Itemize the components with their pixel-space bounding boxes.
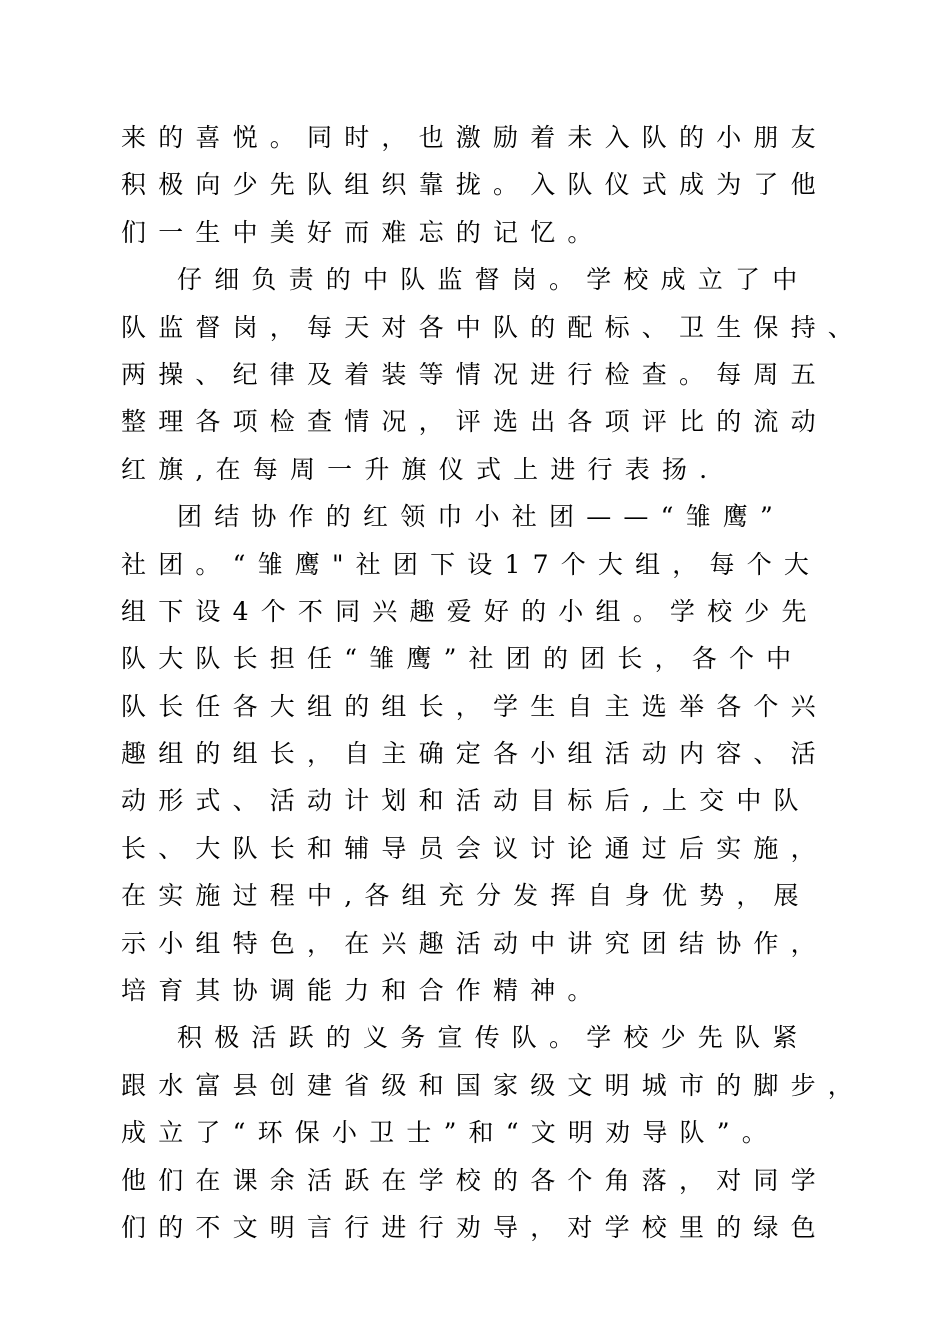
text-line: 队长任各大组的组长，学生自主选举各个兴 — [121, 691, 828, 721]
text-line: 们的不文明言行进行劝导，对学校里的绿色 — [121, 1212, 828, 1242]
text-line: 们一生中美好而难忘的记忆。 — [121, 217, 605, 247]
text-line: 社团。“雏鹰"社团下设17个大组，每个大 — [121, 549, 822, 579]
text-line: 示小组特色，在兴趣活动中讲究团结协作， — [121, 928, 828, 958]
text-line: 整理各项检查情况，评选出各项评比的流动 — [121, 407, 828, 437]
text-line: 成立了“环保小卫士”和“文明劝导队”。 — [121, 1118, 779, 1148]
text-line: 培育其协调能力和合作精神。 — [121, 976, 605, 1006]
text-line: 跟水富县创建省级和国家级文明城市的脚步， — [121, 1070, 866, 1100]
paragraph-first-line: 仔细负责的中队监督岗。学校成立了中 — [177, 265, 810, 295]
text-line: 在实施过程中,各组充分发挥自身优势，展 — [121, 881, 811, 911]
text-line: 两操、纪律及着装等情况进行检查。每周五 — [121, 359, 828, 389]
paragraph-first-line: 团结协作的红领巾小社团——“雏鹰” — [177, 502, 785, 532]
document-body-text — [121, 114, 866, 1251]
text-line: 长、大队长和辅导员会议讨论通过后实施， — [121, 833, 828, 863]
text-line: 队大队长担任“雏鹰”社团的团长，各个中 — [121, 644, 804, 674]
text-line: 他们在课余活跃在学校的各个角落，对同学 — [121, 1165, 828, 1195]
text-line: 组下设4个不同兴趣爱好的小组。学校少先 — [121, 596, 819, 626]
text-line: 队监督岗，每天对各中队的配标、卫生保持、 — [121, 312, 866, 342]
text-line: 动形式、活动计划和活动目标后,上交中队 — [121, 786, 811, 816]
text-line: 积极向少先队组织靠拢。入队仪式成为了他 — [121, 170, 828, 200]
text-line: 来的喜悦。同时，也激励着未入队的小朋友 — [121, 123, 828, 152]
text-line: 红旗,在每周一升旗仪式上进行表扬. — [121, 454, 720, 484]
paragraph-first-line: 积极活跃的义务宣传队。学校少先队紧 — [177, 1023, 810, 1053]
text-line: 趣组的组长，自主确定各小组活动内容、活 — [121, 739, 828, 769]
